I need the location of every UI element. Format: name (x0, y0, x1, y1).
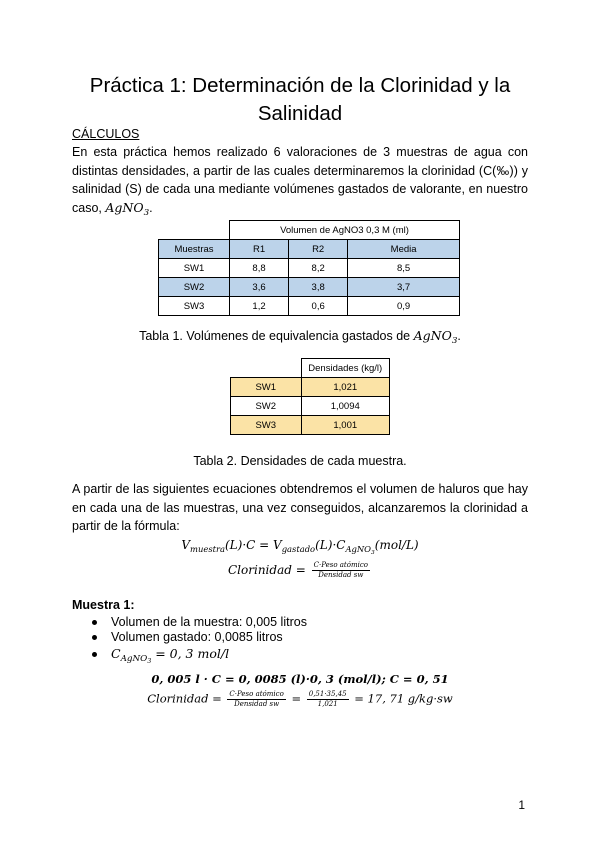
list-item: $C_{AgNO_3} = 0$, 3 mol/l (92, 646, 229, 662)
muestra1-calc-clorinidad: Clorinidad = $\frac{\text{C·Peso atómico}}{\text{Densidad sw}}$ = $\frac{0,51\cdot 35,45}{1,021}$ = 17, 71 g/kg·sw (147, 690, 453, 708)
page-number: 1 (518, 798, 525, 812)
intro-paragraph: En esta práctica hemos realizado 6 valoraciones de 3 muestras de agua con distintas densidades, a partir de las cuales determinaremos la clorinidad (C(‰)) y salinidad (S) de cada una mediante volúmenes gastados de valorante, en nuestro caso, AgNO$_3$. (72, 145, 528, 218)
equation-volume: $V_{muestra}(L)\cdot C = V_{gastado}(L)\cdot C_{AgNO_3}(mol/L)$ (181, 538, 419, 556)
equation-clorinidad: Clorinidad = $\frac{\text{C·Peso atómico}}{\text{Densidad sw}}$ (228, 561, 368, 579)
volumes-table (158, 220, 460, 316)
list-item: Volumen de la muestra: 0,005 litros (92, 614, 307, 630)
paragraph-2: A partir de las siguientes ecuaciones obtendremos el volumen de haluros que hay en cada una de las muestras, una vez conseguidos, alcanzaremos la clorinidad a partir de la fórmula: (72, 482, 528, 533)
list-item: Volumen gastado: 0,0085 litros (92, 629, 283, 645)
muestra1-calc-concentration: 0, 005 l · C = 0, 0085 (l)·0, 3 (mol/l); C = 0, 51 (151, 672, 449, 686)
table-row: SW3 1,2 0,6 0,9 (159, 297, 460, 316)
bullet-icon (92, 620, 97, 625)
table-row: SW2 1,0094 (231, 397, 390, 416)
table-row: SW3 1,001 (231, 416, 390, 435)
bullet-icon (92, 652, 97, 657)
table-row: SW1 8,8 8,2 8,5 (159, 259, 460, 278)
section-heading: CÁLCULOS (72, 127, 140, 141)
table1-caption: Tabla 1. Volúmenes de equivalencia gastados de AgNO$_3$. (139, 328, 461, 347)
muestra1-heading: Muestra 1: (72, 598, 135, 612)
page-title: Práctica 1: Determinación de la Clorinidad y la Salinidad (89, 74, 511, 125)
table-row: SW2 3,6 3,8 3,7 (159, 278, 460, 297)
intro-text: En esta práctica hemos realizado 6 valoraciones de 3 muestras de agua con distintas densidades, a partir de las cuales determinaremos la clorinidad (C(‰)) y salinidad (S) de cada una mediante volúmenes gastados de valorante, en nuestro caso, (72, 145, 528, 215)
intro-formula: AgNO$_3$ (105, 199, 150, 218)
densities-table (230, 358, 390, 435)
bullet-icon (92, 635, 97, 640)
table-row: SW1 1,021 (231, 378, 390, 397)
table1-group-header: Volumen de AgNO3 0,3 M (ml) (229, 221, 459, 240)
table1-header-row: Muestras R1 R2 Media (159, 240, 460, 259)
table2-header: Densidades (kg/l) (301, 359, 390, 378)
table2-caption: Tabla 2. Densidades de cada muestra. (193, 454, 407, 468)
